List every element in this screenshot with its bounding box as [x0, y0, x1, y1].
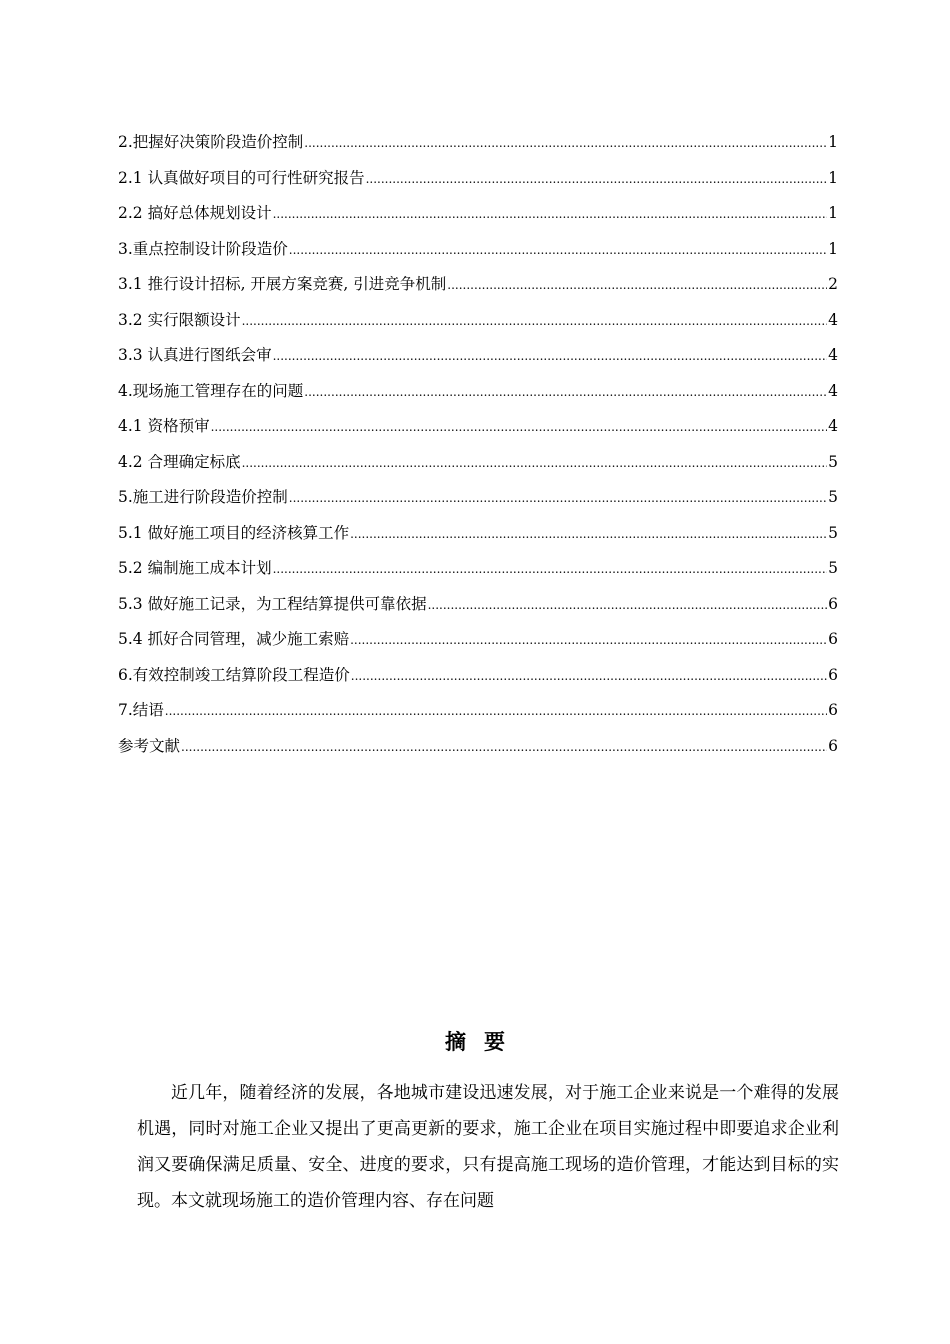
- toc-leader-dots: [428, 587, 828, 624]
- toc-leader-dots: [351, 658, 827, 695]
- toc-leader-dots: [366, 161, 828, 198]
- toc-entry-title: 4.1 资格预审: [118, 417, 210, 435]
- toc-entry[interactable]: [118, 516, 838, 552]
- toc-entry-title: 4.现场施工管理存在的问题: [118, 381, 304, 400]
- toc-entry-title: 6.有效控制竣工结算阶段工程造价: [118, 665, 350, 684]
- toc-leader-dots: [273, 338, 828, 375]
- toc-leader-dots: [211, 409, 828, 446]
- toc-leader-dots: [181, 729, 827, 766]
- toc-entry-title: 7.结语: [118, 701, 164, 719]
- toc-entry-page: 4: [828, 381, 838, 400]
- table-of-contents: [118, 125, 838, 764]
- toc-leader-dots: [242, 445, 828, 482]
- abstract-body: 近几年，随着经济的发展，各地城市建设迅速发展，对于施工企业来说是一个难得的发展机遇，同时对施工企业又提出了更高更新的要求，施工企业在项目实施过程中即要追求企业利润又要确保满足质量、安全、进度的要求，只有提高施工现场的造价管理，才能达到目标的实现。本文就现场施工的造价管理内容、存在问题: [137, 1083, 839, 1211]
- toc-entry-page: 4: [828, 310, 838, 329]
- toc-entry-title: 5.2 编制施工成本计划: [118, 559, 272, 577]
- toc-entry-page: 1: [828, 204, 838, 222]
- toc-leader-dots: [273, 551, 828, 588]
- toc-leader-dots: [350, 516, 827, 553]
- toc-entry[interactable]: [118, 622, 838, 658]
- toc-entry-page: 1: [828, 133, 838, 151]
- toc-leader-dots: [242, 303, 828, 340]
- toc-entry-page: 1: [828, 239, 838, 258]
- toc-entry-title: 5.3 做好施工记录，为工程结算提供可靠依据: [118, 594, 427, 613]
- toc-entry[interactable]: [118, 409, 838, 445]
- toc-entry-page: 5: [828, 523, 838, 542]
- toc-entry-page: 1: [828, 168, 838, 187]
- toc-leader-dots: [289, 480, 827, 517]
- toc-entry-page: 4: [828, 346, 838, 364]
- toc-entry-page: 6: [828, 594, 838, 613]
- toc-entry-title: 3.3 认真进行图纸会审: [118, 346, 272, 364]
- toc-entry-title: 5.1 做好施工项目的经济核算工作: [118, 523, 350, 542]
- toc-entry[interactable]: [118, 551, 838, 587]
- toc-entry[interactable]: [118, 693, 838, 729]
- toc-entry-title: 3.1 推行设计招标, 开展方案竞赛, 引进竞争机制: [118, 275, 447, 293]
- toc-leader-dots: [447, 267, 827, 304]
- toc-entry[interactable]: [118, 338, 838, 374]
- toc-entry-title: 5.4 抓好合同管理，减少施工索赔: [118, 630, 350, 648]
- toc-entry-page: 6: [828, 630, 838, 648]
- toc-entry[interactable]: [118, 267, 838, 303]
- toc-entry[interactable]: [118, 196, 838, 232]
- toc-leader-dots: [273, 196, 828, 233]
- toc-entry-title: 3.2 实行限额设计: [118, 310, 241, 329]
- toc-entry-title: 参考文献: [118, 736, 181, 755]
- toc-entry-title: 4.2 合理确定标底: [118, 452, 241, 471]
- toc-entry[interactable]: [118, 658, 838, 694]
- toc-entry-page: 6: [828, 665, 838, 684]
- toc-entry[interactable]: [118, 587, 838, 623]
- toc-entry[interactable]: [118, 161, 838, 197]
- toc-leader-dots: [304, 125, 827, 162]
- toc-entry-title: 5.施工进行阶段造价控制: [118, 488, 288, 506]
- toc-entry-title: 3.重点控制设计阶段造价: [118, 239, 288, 258]
- toc-leader-dots: [350, 622, 827, 659]
- toc-entry[interactable]: [118, 480, 838, 516]
- toc-leader-dots: [289, 232, 827, 269]
- toc-entry-title: 2.1 认真做好项目的可行性研究报告: [118, 168, 365, 187]
- toc-leader-dots: [165, 693, 827, 730]
- toc-entry-title: 2.把握好决策阶段造价控制: [118, 133, 304, 151]
- toc-leader-dots: [304, 374, 827, 411]
- abstract-heading: 摘要: [445, 1030, 523, 1054]
- toc-entry-page: 6: [828, 701, 838, 719]
- toc-entry-page: 2: [828, 275, 838, 293]
- toc-entry[interactable]: [118, 729, 838, 765]
- toc-entry[interactable]: [118, 303, 838, 339]
- toc-entry-page: 4: [828, 417, 838, 435]
- toc-entry-page: 5: [828, 452, 838, 471]
- toc-entry[interactable]: [118, 232, 838, 268]
- toc-entry-page: 6: [828, 736, 838, 755]
- toc-entry[interactable]: [118, 374, 838, 410]
- toc-entry[interactable]: [118, 445, 838, 481]
- toc-entry-page: 5: [828, 559, 838, 577]
- toc-entry[interactable]: [118, 125, 838, 161]
- toc-entry-page: 5: [828, 488, 838, 506]
- toc-entry-title: 2.2 搞好总体规划设计: [118, 204, 272, 222]
